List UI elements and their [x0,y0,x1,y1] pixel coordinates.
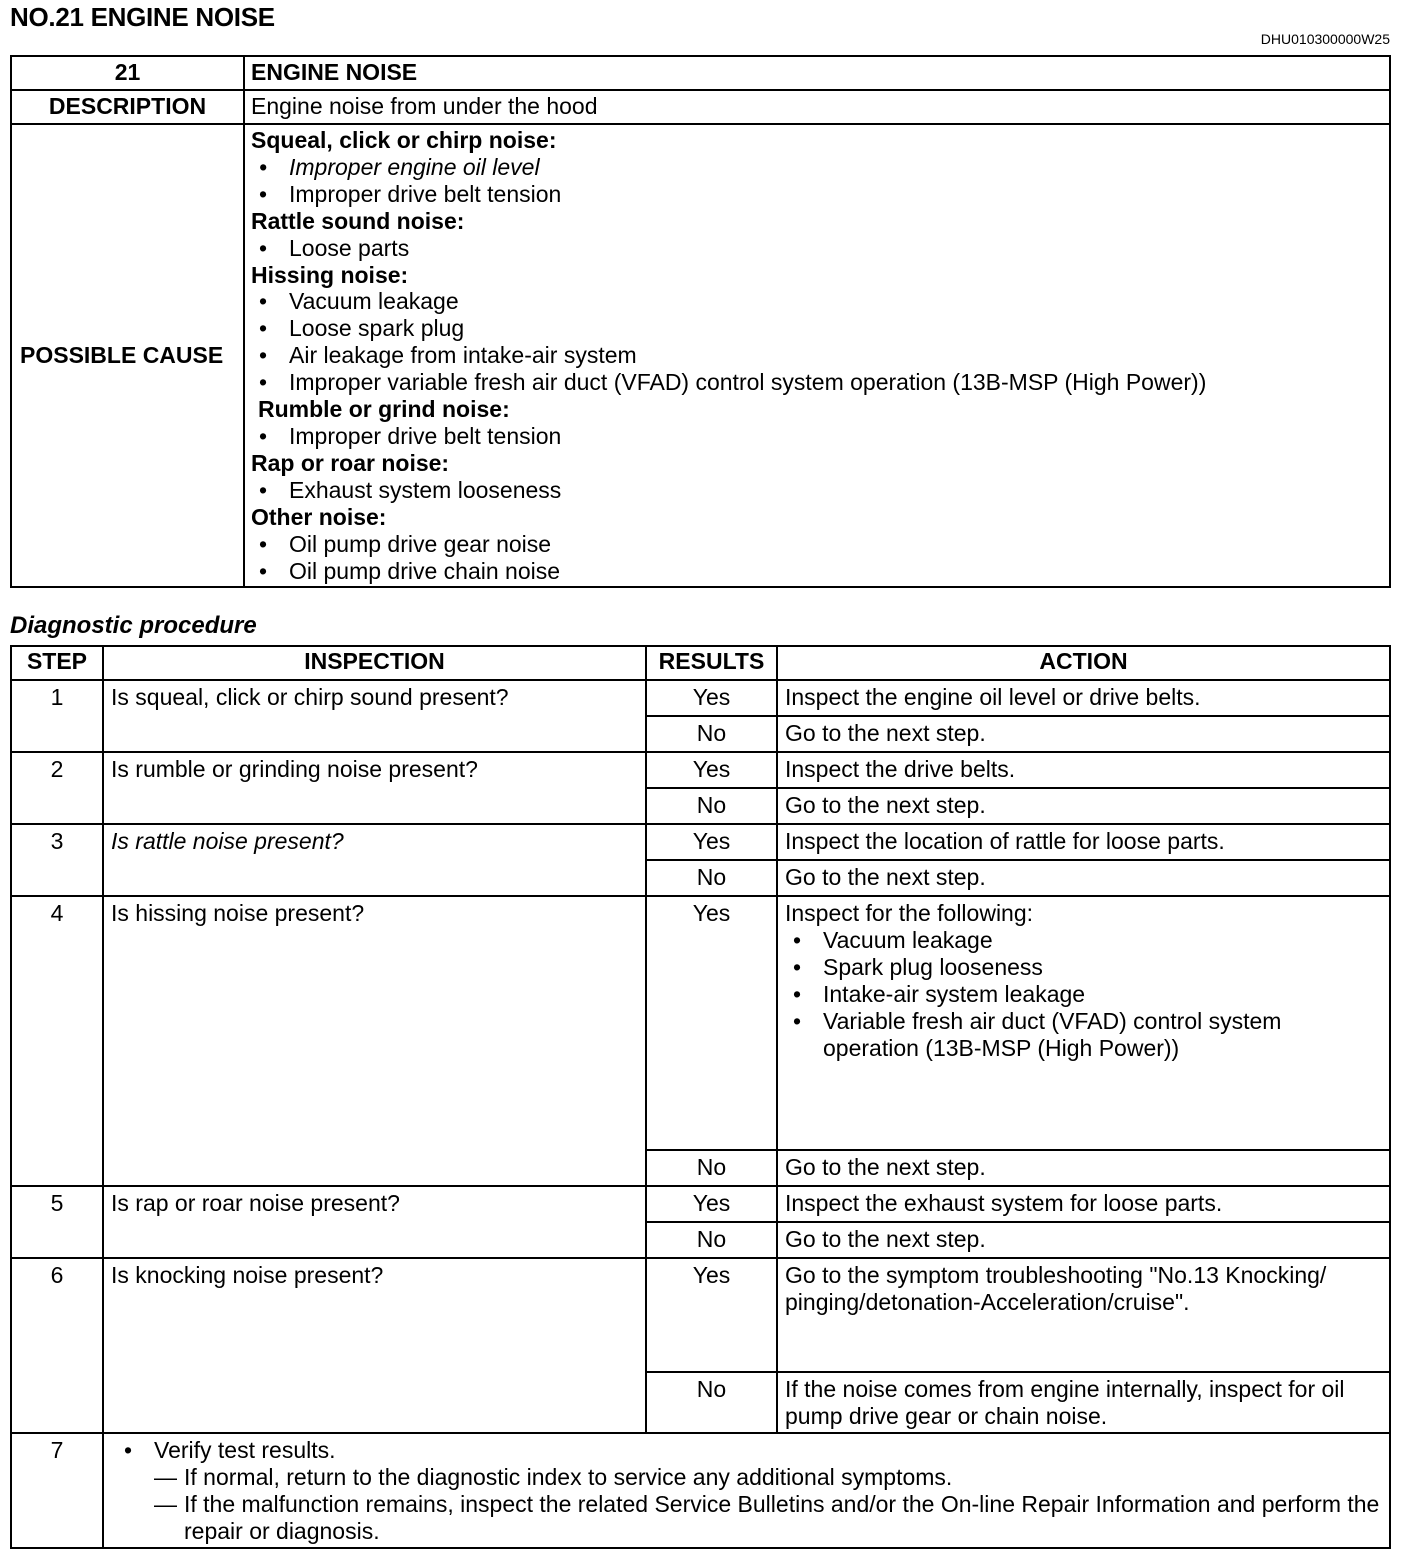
action-intro: Inspect for the following: [785,900,1034,926]
cause-category: Rap or roar noise: [251,449,450,476]
step-number: 7 [11,1433,103,1548]
cause-category: Other noise: [251,503,387,530]
step-number: 6 [11,1258,103,1433]
table-row [11,824,1390,860]
symptom-number: 21 [11,56,244,90]
cause-category: Hissing noise: [251,261,409,288]
table-row [11,896,1390,1150]
action-text: If the noise comes from engine internally, inspect for oil pump drive gear or chain noise. [777,1372,1390,1433]
table-row [11,680,1390,716]
cause-category: Rattle sound noise: [251,207,465,234]
document-code: DHU010300000W25 [1260,31,1390,47]
column-header-inspection: INSPECTION [103,646,646,680]
step-number: 3 [11,824,103,896]
action-text: Go to the next step. [777,860,1390,896]
action-item: • Intake-air system leakage [785,981,1383,1008]
inspection-text: Is rumble or grinding noise present? [103,752,646,824]
table-row [11,752,1390,788]
result-yes: Yes [646,896,777,1150]
description-value: Engine noise from under the hood [244,90,1390,124]
action-text: Inspect the location of rattle for loose parts. [777,824,1390,860]
cause-item: • Loose parts [251,235,1383,262]
action-text: Inspect the engine oil level or drive belts. [777,680,1390,716]
column-header-step: STEP [11,646,103,680]
cause-category: Squeal, click or chirp noise: [251,127,557,153]
result-no: No [646,1222,777,1258]
inspection-text: Is knocking noise present? [103,1258,646,1433]
result-no: No [646,788,777,824]
final-sub-text: If the malfunction remains, inspect the related Service Bulletins and/or the On-line Repair Information and perform the repair or diagnosis. [184,1491,1380,1544]
result-yes: Yes [646,1258,777,1372]
cause-item: • Oil pump drive chain noise [251,558,1383,585]
step-number: 5 [11,1186,103,1258]
column-header-results: RESULTS [646,646,777,680]
cause-item: • Improper drive belt tension [251,181,1383,208]
final-sub-item [116,1491,1383,1545]
step-number: 4 [11,896,103,1186]
action-text: Go to the symptom troubleshooting "No.13 Knocking/ pinging/detonation-Acceleration/cruise". [777,1258,1390,1372]
dash-mark: — [154,1491,177,1517]
final-sub-item [116,1464,1383,1491]
section-title: Diagnostic procedure [10,612,257,639]
possible-cause-list [244,124,1390,587]
description-label: DESCRIPTION [11,90,244,124]
step-number: 2 [11,752,103,824]
final-bullet: • Verify test results. [116,1437,1383,1464]
symptom-summary-table [10,55,1391,588]
result-yes: Yes [646,824,777,860]
action-item: • Spark plug looseness [785,954,1383,981]
inspection-text: Is squeal, click or chirp sound present? [103,680,646,752]
action-text: Inspect the exhaust system for loose parts. [777,1186,1390,1222]
inspection-text: Is rap or roar noise present? [103,1186,646,1258]
diagnostic-table [10,645,1391,1549]
inspection-text: Is hissing noise present? [103,896,646,1186]
cause-item: • Improper variable fresh air duct (VFAD) control system operation (13B-MSP (High Power)) [251,369,1383,396]
step-number: 1 [11,680,103,752]
result-yes: Yes [646,1186,777,1222]
cause-category: Rumble or grind noise: [258,396,510,423]
column-header-action: ACTION [777,646,1390,680]
action-item: • Vacuum leakage [785,927,1383,954]
result-yes: Yes [646,680,777,716]
action-text: Go to the next step. [777,788,1390,824]
final-sub-text: If normal, return to the diagnostic index to service any additional symptoms. [184,1464,953,1490]
cause-item: • Air leakage from intake-air system [251,342,1383,369]
cause-item: • Improper engine oil level [251,154,1383,181]
cause-item: • Vacuum leakage [251,288,1383,315]
result-no: No [646,716,777,752]
possible-cause-label: POSSIBLE CAUSE [11,124,244,587]
action-text: Go to the next step. [777,716,1390,752]
dash-mark: — [154,1464,177,1490]
result-no: No [646,1150,777,1186]
table-row [11,1186,1390,1222]
final-step-content [103,1433,1390,1548]
table-row [11,1433,1390,1548]
action-text: Go to the next step. [777,1150,1390,1186]
symptom-name: ENGINE NOISE [244,56,1390,90]
cause-item: • Exhaust system looseness [251,477,1383,504]
action-list [777,896,1390,1150]
cause-item: • Loose spark plug [251,315,1383,342]
inspection-text: Is rattle noise present? [103,824,646,896]
cause-item: • Oil pump drive gear noise [251,531,1383,558]
page-title: NO.21 ENGINE NOISE [10,2,275,32]
table-row [11,1258,1390,1372]
result-yes: Yes [646,752,777,788]
result-no: No [646,1372,777,1433]
action-item: • Variable fresh air duct (VFAD) control system operation (13B-MSP (High Power)) [785,1008,1383,1062]
result-no: No [646,860,777,896]
action-text: Inspect the drive belts. [777,752,1390,788]
action-text: Go to the next step. [777,1222,1390,1258]
cause-item: • Improper drive belt tension [251,423,1383,450]
